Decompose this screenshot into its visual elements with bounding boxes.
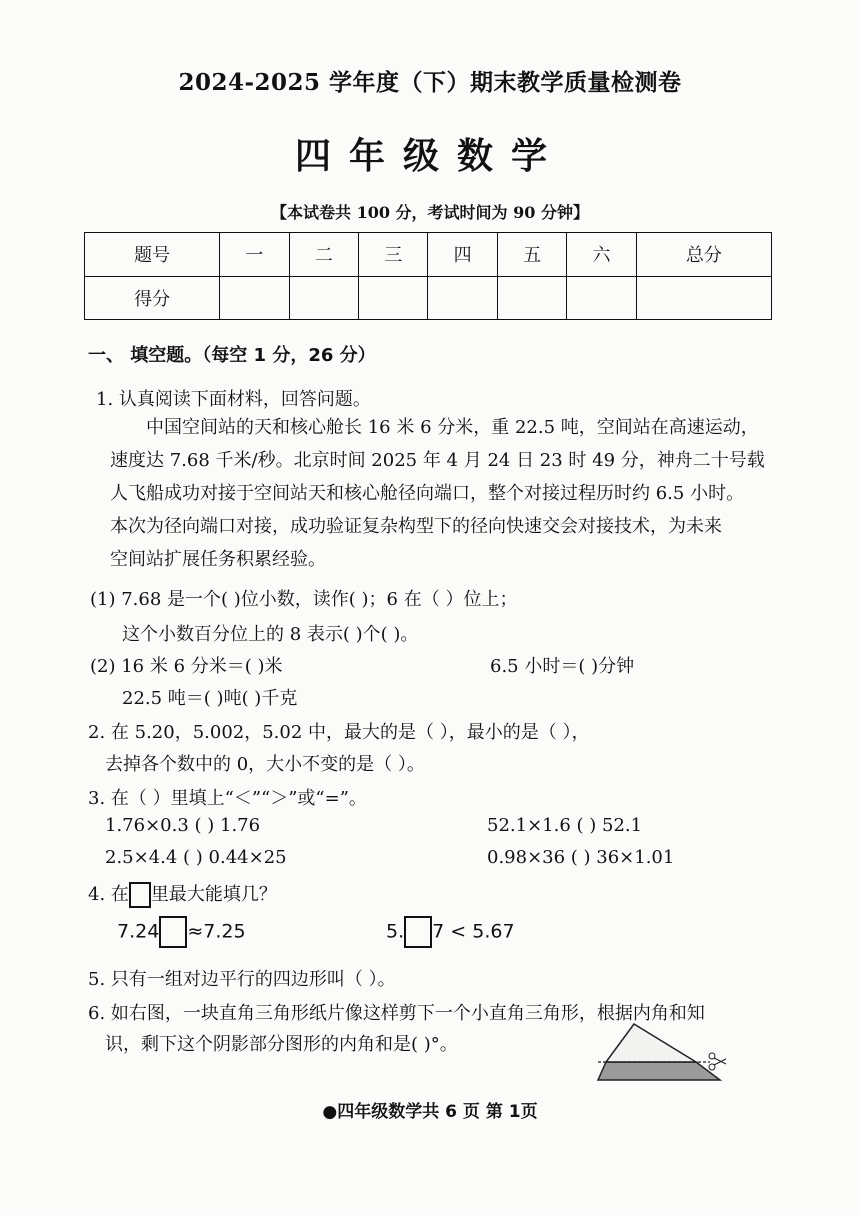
- triangle-figure: [594, 1018, 736, 1084]
- passage-line: 本次为径向端口对接，成功验证复杂构型下的径向快速交会对接技术，为未来: [110, 516, 722, 537]
- passage-line: 速度达 7.68 千米/秒。北京时间 2025 年 4 月 24 日 23 时 49 分，神舟二十号载: [110, 450, 765, 471]
- score-cell: [220, 276, 289, 320]
- q5-text: 5. 只有一组对边平行的四边形叫（ ）。: [88, 969, 396, 990]
- score-cell: [289, 276, 358, 320]
- scissors-icon: [709, 1053, 726, 1070]
- score-cell: [359, 276, 428, 320]
- score-row-label: 得分: [85, 276, 220, 320]
- q6-line1: 6. 如右图，一块直角三角形纸片像这样剪下一个小直角三角形，根据内角和知: [88, 1003, 705, 1024]
- answer-box[interactable]: [129, 882, 151, 908]
- q4-intro-text: 里最大能填几？: [150, 884, 277, 905]
- score-header-cell: 总分: [636, 233, 771, 277]
- exam-subject: 四年级数学: [294, 136, 565, 177]
- q4-expr-text: 7.24: [117, 920, 160, 943]
- q1-part2-length: (2) 16 米 6 分米＝( )米: [90, 656, 283, 677]
- score-header-cell: 四: [428, 233, 497, 277]
- q2-line1: 2. 在 5.20，5.002，5.02 中，最大的是（ ），最小的是（ ），: [88, 722, 590, 743]
- score-cell: [497, 276, 566, 320]
- score-cell: [428, 276, 497, 320]
- q4-expr-text: 5.: [386, 920, 405, 943]
- q4-expr-text: ≈7.25: [187, 920, 246, 943]
- exam-info: 【本试卷共 100 分，考试时间为 90 分钟】: [271, 203, 589, 222]
- q4-expr2: [386, 916, 515, 948]
- answer-box[interactable]: [159, 916, 187, 948]
- section-heading: 一、 填空题。（每空 1 分，26 分）: [88, 345, 376, 366]
- page-footer: ●四年级数学共 6 页 第 1页: [322, 1102, 538, 1122]
- score-table: [84, 232, 772, 320]
- q4-expr1: [117, 916, 246, 948]
- q3-item: 2.5×4.4 ( ) 0.44×25: [105, 847, 287, 868]
- q1-part1-line1: (1) 7.68 是一个( )位小数，读作( )；6 在（ ）位上；: [90, 589, 518, 610]
- score-header-cell: 五: [497, 233, 566, 277]
- q2-line2: 去掉各个数中的 0，大小不变的是（ ）。: [105, 754, 425, 775]
- q1-intro: 1. 认真阅读下面材料，回答问题。: [96, 389, 371, 410]
- score-cell: [567, 276, 636, 320]
- q1-passage: [110, 411, 765, 576]
- q3-intro: 3. 在（ ）里填上“＜”“＞”或“=”。: [88, 788, 367, 809]
- passage-line: 空间站扩展任务积累经验。: [110, 549, 326, 570]
- q4-expr-text: 7 < 5.67: [432, 920, 515, 943]
- q3-item: 0.98×36 ( ) 36×1.01: [487, 847, 675, 868]
- passage-line: 人飞船成功对接于空间站天和核心舱径向端口，整个对接过程历时约 6.5 小时。: [110, 483, 745, 504]
- score-cell: [636, 276, 771, 320]
- score-value-row: [85, 276, 772, 320]
- q1-part2-weight: 22.5 吨＝( )吨( )千克: [122, 688, 298, 709]
- exam-title: 2024-2025 学年度（下）期末教学质量检测卷: [178, 69, 682, 96]
- score-header-cell: 二: [289, 233, 358, 277]
- score-header-cell: 六: [567, 233, 636, 277]
- passage-line: 中国空间站的天和核心舱长 16 米 6 分米，重 22.5 吨，空间站在高速运动，: [146, 417, 759, 438]
- q6-line2: 识，剩下这个阴影部分图形的内角和是( )°。: [105, 1034, 458, 1055]
- answer-box[interactable]: [404, 916, 432, 948]
- q4-intro-text: 4. 在: [88, 884, 129, 905]
- score-header-row: [85, 233, 772, 277]
- score-header-cell: 三: [359, 233, 428, 277]
- q3-item: 52.1×1.6 ( ) 52.1: [487, 815, 643, 836]
- q1-part2-time: 6.5 小时＝( )分钟: [490, 656, 635, 677]
- cut-triangle: [606, 1024, 696, 1062]
- score-header-cell: 题号: [85, 233, 220, 277]
- q1-part1-line2: 这个小数百分位上的 8 表示( )个( )。: [122, 624, 419, 645]
- score-header-cell: 一: [220, 233, 289, 277]
- q3-item: 1.76×0.3 ( ) 1.76: [105, 815, 261, 836]
- shaded-region: [598, 1062, 720, 1080]
- q4-intro: [88, 880, 277, 908]
